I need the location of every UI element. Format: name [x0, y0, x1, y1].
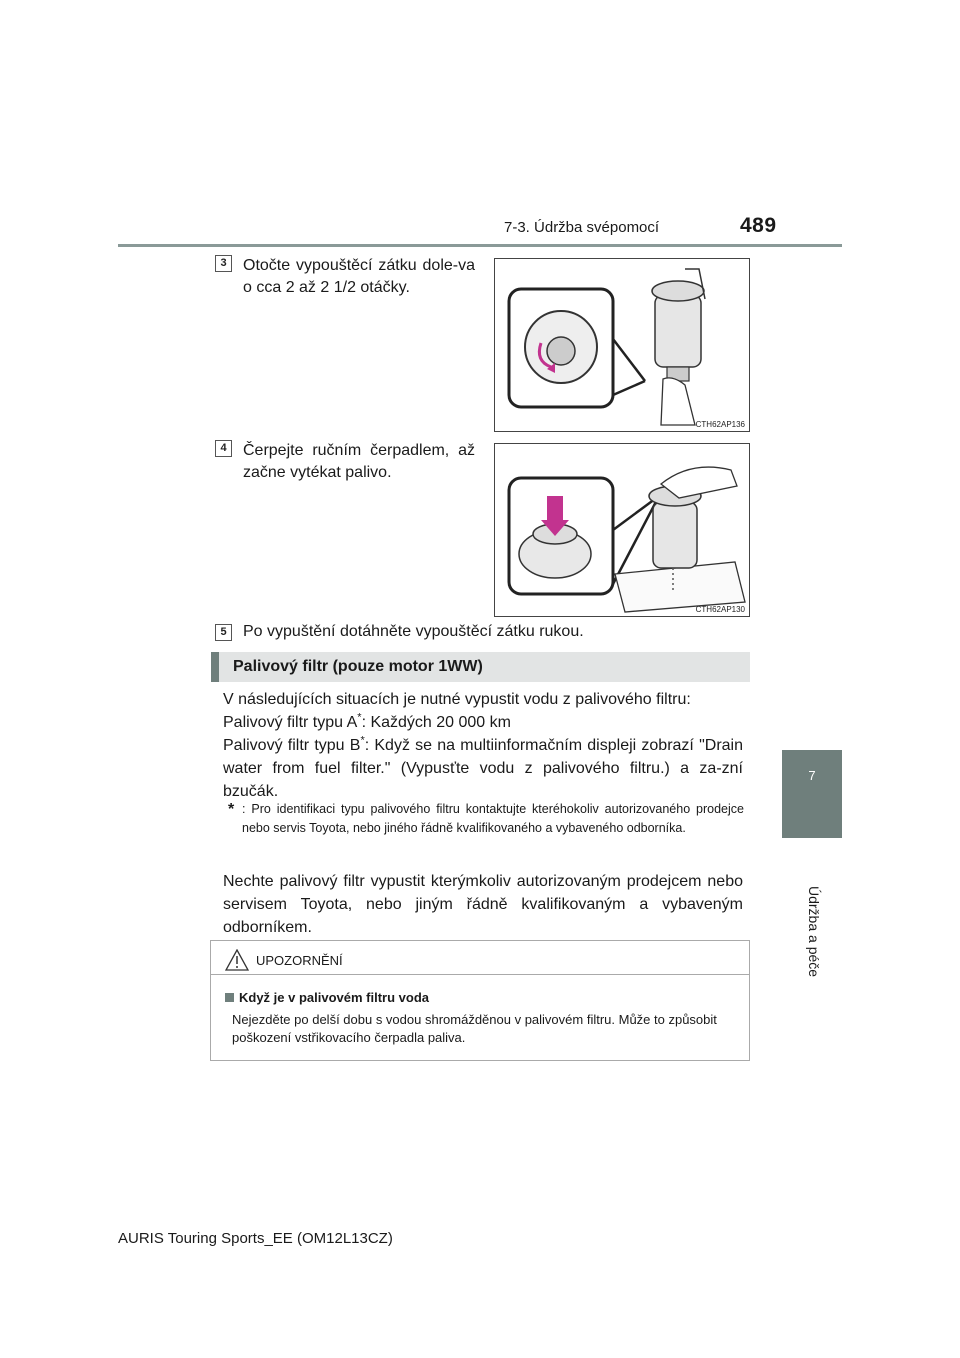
warning-heading: [225, 990, 429, 1005]
step-number: 5: [215, 624, 232, 641]
figure-drain-plug: [494, 258, 750, 432]
footer-model: AURIS Touring Sports_EE (OM12L13CZ): [118, 1230, 393, 1247]
type-b-value: : Když se na multiinformačním displeji zobrazí "Drain water from fuel filter." (Vypusťte vodu z palivového filtru.) a za-zní bzučák.: [223, 737, 744, 800]
step-number: 4: [215, 440, 232, 457]
body-paragraph: [223, 688, 743, 803]
warning-header: [211, 941, 749, 975]
footnote-text: : Pro identifikaci typu palivového filtru kontaktujte kteréhokoliv autorizovaného prodejce nebo servis Toyota, nebo jiného řádně kvalifikovaného a vybaveného odborníka.: [242, 802, 744, 835]
figure-code: CTH62AP130: [695, 605, 745, 614]
asterisk: *: [357, 711, 362, 724]
section-header: 7-3. Údržba svépomocí: [504, 219, 660, 236]
figure-code: CTH62AP136: [695, 420, 745, 429]
type-a-label: Palivový filtr typu A: [223, 714, 358, 731]
asterisk: *: [360, 734, 365, 747]
intro-text: V následujících situacích je nutné vypustit vodu z palivového filtru:: [223, 691, 691, 708]
filter-type-a: [223, 711, 743, 734]
section-title: Palivový filtr (pouze motor 1WW): [233, 658, 483, 675]
warning-heading-text: Když je v palivovém filtru voda: [239, 990, 429, 1005]
chapter-number: 7: [808, 768, 816, 783]
chapter-title: Údržba a péče: [806, 886, 822, 978]
step-text: Otočte vypouštěcí zátku dole-va o cca 2 až 2 1/2 otáčky.: [243, 257, 475, 296]
type-b-label: Palivový filtr typu B: [223, 737, 361, 754]
step-text: Čerpejte ručním čerpadlem, až začne vytékat palivo.: [243, 442, 475, 481]
section-bar: [211, 652, 750, 682]
footnote: [228, 800, 744, 838]
warning-triangle-icon: [225, 949, 249, 971]
filter-type-b: [223, 734, 743, 803]
page-number: 489: [740, 214, 777, 237]
type-a-value: : Každých 20 000 km: [361, 714, 511, 731]
drain-plug-illustration: [495, 259, 749, 431]
chapter-tab: [782, 750, 842, 838]
warning-box: [210, 940, 750, 1061]
step-number: 3: [215, 255, 232, 272]
hand-pump-illustration: [495, 444, 749, 616]
figure-hand-pump: [494, 443, 750, 617]
body-paragraph: Nechte palivový filtr vypustit kterýmkoliv autorizovaným prodejcem nebo servisem Toyota, nebo jiným řádně kvalifikovaným a vybaveným odborníkem.: [223, 873, 743, 936]
warning-text: Nejezděte po delší dobu s vodou shromážděnou v palivovém filtru. Může to způsobit poškození vstřikovacího čerpadla paliva.: [232, 1012, 717, 1045]
bullet-square-icon: [225, 993, 234, 1002]
footnote-asterisk: *: [228, 801, 235, 818]
step-text: Po vypuštění dotáhněte vypouštěcí zátku rukou.: [243, 623, 584, 640]
warning-title: UPOZORNĚNÍ: [256, 953, 343, 968]
header-rule: [118, 244, 842, 247]
